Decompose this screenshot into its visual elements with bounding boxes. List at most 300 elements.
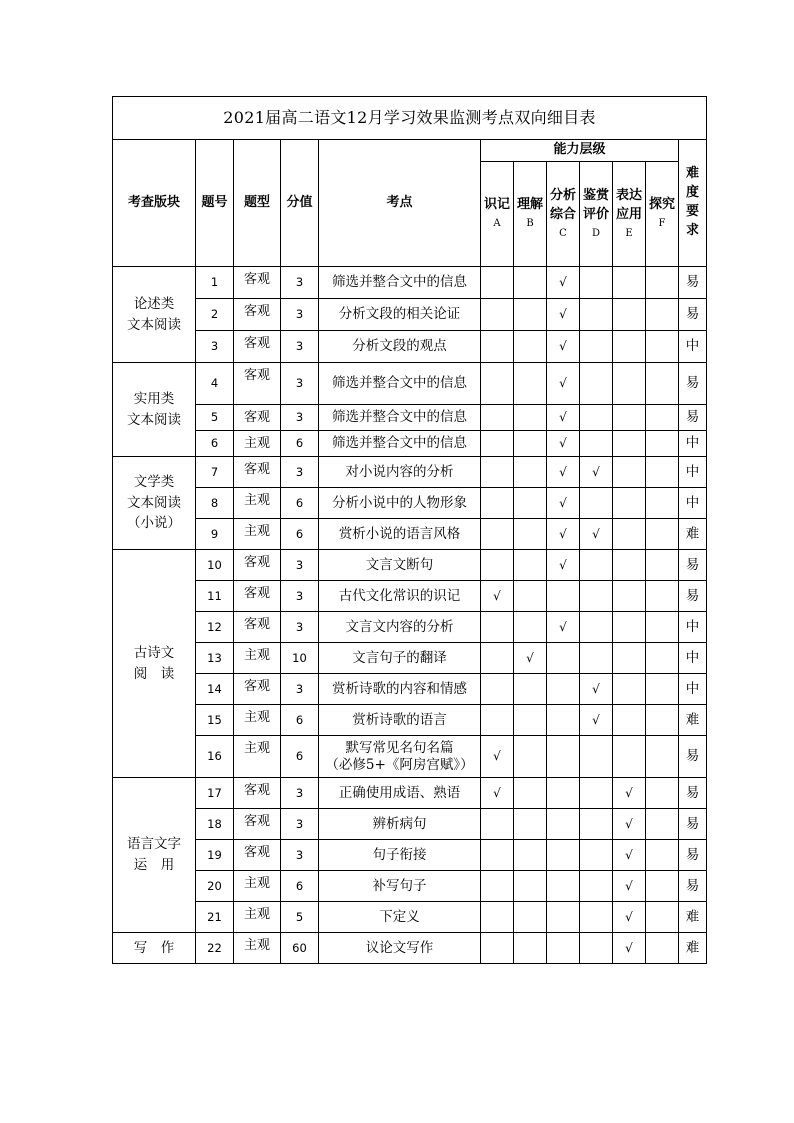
ability-a-cell xyxy=(481,705,514,736)
question-type-cell: 客观 xyxy=(234,457,281,488)
question-number-cell: 15 xyxy=(196,705,234,736)
ability-f-cell xyxy=(646,705,679,736)
ability-b-cell xyxy=(514,674,547,705)
ability-b-cell xyxy=(514,778,547,809)
score-cell: 6 xyxy=(281,431,319,457)
table-row xyxy=(113,705,707,736)
question-type-cell: 客观 xyxy=(234,331,281,363)
ability-c-cell xyxy=(547,778,580,809)
ability-b-cell xyxy=(514,299,547,331)
difficulty-cell: 中 xyxy=(679,643,707,674)
question-number-cell: 3 xyxy=(196,331,234,363)
ability-a-cell xyxy=(481,299,514,331)
score-cell: 6 xyxy=(281,519,319,550)
header-question-number: 题号 xyxy=(196,140,234,267)
ability-f-cell xyxy=(646,581,679,612)
ability-f-cell xyxy=(646,331,679,363)
header-level-c xyxy=(547,162,580,267)
ability-f-cell xyxy=(646,299,679,331)
ability-a-cell xyxy=(481,267,514,299)
test-point-cell: 筛选并整合文中的信息 xyxy=(319,431,481,457)
section-cell: 写 作 xyxy=(113,933,196,964)
question-type-cell: 主观 xyxy=(234,871,281,902)
score-cell: 6 xyxy=(281,705,319,736)
table-row xyxy=(113,267,707,299)
ability-d-cell xyxy=(580,488,613,519)
question-number-cell: 17 xyxy=(196,778,234,809)
difficulty-cell: 难 xyxy=(679,705,707,736)
question-type-cell: 客观 xyxy=(234,840,281,871)
ability-e-cell xyxy=(613,488,646,519)
section-cell: 论述类 文本阅读 xyxy=(113,267,196,363)
ability-a-cell: √ xyxy=(481,736,514,778)
difficulty-cell: 中 xyxy=(679,431,707,457)
header-level-e xyxy=(613,162,646,267)
ability-f-cell xyxy=(646,519,679,550)
ability-c-cell: √ xyxy=(547,457,580,488)
table-row xyxy=(113,299,707,331)
ability-b-cell: √ xyxy=(514,643,547,674)
ability-e-cell: √ xyxy=(613,840,646,871)
question-number-cell: 12 xyxy=(196,612,234,643)
ability-a-cell xyxy=(481,405,514,431)
ability-c-cell: √ xyxy=(547,519,580,550)
question-number-cell: 5 xyxy=(196,405,234,431)
header-level-a xyxy=(481,162,514,267)
ability-e-cell xyxy=(613,405,646,431)
ability-e-cell xyxy=(613,363,646,405)
table-row xyxy=(113,550,707,581)
header-ability-level: 能力层级 xyxy=(481,140,679,162)
section-cell: 古诗文 阅 读 xyxy=(113,550,196,778)
header-level-f xyxy=(646,162,679,267)
ability-a-cell xyxy=(481,643,514,674)
ability-b-cell xyxy=(514,902,547,933)
ability-d-cell xyxy=(580,612,613,643)
test-point-cell: 文言文断句 xyxy=(319,550,481,581)
score-cell: 3 xyxy=(281,457,319,488)
ability-c-cell xyxy=(547,840,580,871)
question-number-cell: 11 xyxy=(196,581,234,612)
table-row xyxy=(113,674,707,705)
ability-e-cell: √ xyxy=(613,809,646,840)
table-row xyxy=(113,612,707,643)
ability-e-cell xyxy=(613,457,646,488)
question-number-cell: 8 xyxy=(196,488,234,519)
header-row-1 xyxy=(113,140,707,162)
ability-a-cell xyxy=(481,840,514,871)
ability-a-cell xyxy=(481,457,514,488)
ability-e-cell: √ xyxy=(613,871,646,902)
ability-a-cell xyxy=(481,488,514,519)
score-cell: 6 xyxy=(281,488,319,519)
score-cell: 3 xyxy=(281,809,319,840)
difficulty-cell: 易 xyxy=(679,809,707,840)
table-title: 2021届高二语文12月学习效果监测考点双向细目表 xyxy=(113,97,707,140)
ability-b-cell xyxy=(514,871,547,902)
test-point-cell: 文言文内容的分析 xyxy=(319,612,481,643)
question-type-cell: 主观 xyxy=(234,643,281,674)
section-cell: 文学类 文本阅读 （小说） xyxy=(113,457,196,550)
test-point-cell: 议论文写作 xyxy=(319,933,481,964)
ability-f-cell xyxy=(646,674,679,705)
test-point-cell: 正确使用成语、熟语 xyxy=(319,778,481,809)
ability-c-cell xyxy=(547,643,580,674)
difficulty-cell: 中 xyxy=(679,457,707,488)
ability-e-cell xyxy=(613,331,646,363)
ability-b-cell xyxy=(514,612,547,643)
question-type-cell: 主观 xyxy=(234,736,281,778)
score-cell: 10 xyxy=(281,643,319,674)
question-type-cell: 主观 xyxy=(234,488,281,519)
ability-b-cell xyxy=(514,809,547,840)
ability-c-cell: √ xyxy=(547,431,580,457)
test-point-cell: 下定义 xyxy=(319,902,481,933)
question-type-cell: 主观 xyxy=(234,902,281,933)
question-number-cell: 7 xyxy=(196,457,234,488)
ability-a-cell xyxy=(481,550,514,581)
score-cell: 3 xyxy=(281,581,319,612)
ability-c-cell: √ xyxy=(547,612,580,643)
question-number-cell: 6 xyxy=(196,431,234,457)
score-cell: 3 xyxy=(281,674,319,705)
question-number-cell: 2 xyxy=(196,299,234,331)
question-type-cell: 客观 xyxy=(234,267,281,299)
score-cell: 5 xyxy=(281,902,319,933)
test-point-cell: 赏析诗歌的语言 xyxy=(319,705,481,736)
difficulty-cell: 中 xyxy=(679,488,707,519)
ability-f-cell xyxy=(646,431,679,457)
ability-e-cell xyxy=(613,581,646,612)
ability-d-cell xyxy=(580,840,613,871)
ability-f-cell xyxy=(646,363,679,405)
question-type-cell: 客观 xyxy=(234,612,281,643)
ability-e-cell xyxy=(613,705,646,736)
level-f-name: 探究 xyxy=(648,197,675,213)
ability-a-cell xyxy=(481,363,514,405)
ability-c-cell: √ xyxy=(547,331,580,363)
table-row xyxy=(113,488,707,519)
table-row xyxy=(113,840,707,871)
ability-f-cell xyxy=(646,840,679,871)
test-point-cell: 默写常见名句名篇 （必修5+《阿房宫赋》） xyxy=(319,736,481,778)
table-row xyxy=(113,871,707,902)
ability-b-cell xyxy=(514,457,547,488)
ability-d-cell xyxy=(580,871,613,902)
difficulty-cell: 中 xyxy=(679,331,707,363)
header-test-point: 考点 xyxy=(319,140,481,267)
question-type-cell: 主观 xyxy=(234,519,281,550)
level-e-name: 表达应用 xyxy=(615,187,642,222)
ability-a-cell xyxy=(481,933,514,964)
score-cell: 3 xyxy=(281,363,319,405)
ability-d-cell xyxy=(580,581,613,612)
test-point-cell: 分析文段的相关论证 xyxy=(319,299,481,331)
ability-a-cell xyxy=(481,902,514,933)
ability-c-cell xyxy=(547,736,580,778)
header-question-type: 题型 xyxy=(234,140,281,267)
ability-d-cell: √ xyxy=(580,705,613,736)
question-type-cell: 客观 xyxy=(234,405,281,431)
ability-d-cell xyxy=(580,405,613,431)
level-f-code: F xyxy=(658,218,666,230)
test-point-cell: 赏析诗歌的内容和情感 xyxy=(319,674,481,705)
test-point-cell: 筛选并整合文中的信息 xyxy=(319,267,481,299)
ability-e-cell xyxy=(613,643,646,674)
level-c-code: C xyxy=(559,227,567,239)
table-row xyxy=(113,431,707,457)
ability-f-cell xyxy=(646,267,679,299)
title-row xyxy=(113,97,707,140)
ability-c-cell xyxy=(547,871,580,902)
test-point-cell: 句子衔接 xyxy=(319,840,481,871)
ability-d-cell xyxy=(580,363,613,405)
table-row xyxy=(113,933,707,964)
question-number-cell: 10 xyxy=(196,550,234,581)
header-score: 分值 xyxy=(281,140,319,267)
ability-a-cell xyxy=(481,871,514,902)
level-a-name: 识记 xyxy=(483,197,510,213)
ability-f-cell xyxy=(646,809,679,840)
ability-d-cell xyxy=(580,550,613,581)
ability-f-cell xyxy=(646,643,679,674)
ability-d-cell xyxy=(580,267,613,299)
ability-f-cell xyxy=(646,457,679,488)
question-number-cell: 9 xyxy=(196,519,234,550)
ability-f-cell xyxy=(646,902,679,933)
difficulty-cell: 易 xyxy=(679,871,707,902)
ability-f-cell xyxy=(646,550,679,581)
header-level-b xyxy=(514,162,547,267)
test-point-cell: 赏析小说的语言风格 xyxy=(319,519,481,550)
ability-b-cell xyxy=(514,267,547,299)
level-c-name: 分析综合 xyxy=(549,187,576,222)
question-number-cell: 13 xyxy=(196,643,234,674)
ability-d-cell xyxy=(580,809,613,840)
score-cell: 3 xyxy=(281,550,319,581)
level-d-code: D xyxy=(591,227,601,239)
ability-e-cell xyxy=(613,299,646,331)
table-row xyxy=(113,643,707,674)
test-point-cell: 辨析病句 xyxy=(319,809,481,840)
score-cell: 3 xyxy=(281,331,319,363)
ability-c-cell xyxy=(547,581,580,612)
ability-b-cell xyxy=(514,840,547,871)
difficulty-cell: 易 xyxy=(679,736,707,778)
test-point-cell: 筛选并整合文中的信息 xyxy=(319,363,481,405)
difficulty-cell: 难 xyxy=(679,933,707,964)
header-section: 考查版块 xyxy=(113,140,196,267)
question-number-cell: 18 xyxy=(196,809,234,840)
question-type-cell: 客观 xyxy=(234,363,281,405)
ability-a-cell xyxy=(481,674,514,705)
test-point-cell: 古代文化常识的识记 xyxy=(319,581,481,612)
test-point-cell: 分析小说中的人物形象 xyxy=(319,488,481,519)
ability-b-cell xyxy=(514,331,547,363)
difficulty-cell: 易 xyxy=(679,840,707,871)
ability-d-cell xyxy=(580,778,613,809)
question-type-cell: 主观 xyxy=(234,431,281,457)
level-d-name: 鉴赏评价 xyxy=(582,187,609,222)
ability-f-cell xyxy=(646,871,679,902)
question-number-cell: 16 xyxy=(196,736,234,778)
difficulty-cell: 易 xyxy=(679,778,707,809)
difficulty-cell: 易 xyxy=(679,581,707,612)
ability-d-cell: √ xyxy=(580,519,613,550)
ability-c-cell: √ xyxy=(547,488,580,519)
ability-f-cell xyxy=(646,933,679,964)
ability-f-cell xyxy=(646,405,679,431)
question-type-cell: 主观 xyxy=(234,933,281,964)
ability-d-cell: √ xyxy=(580,674,613,705)
difficulty-cell: 中 xyxy=(679,674,707,705)
test-point-cell: 筛选并整合文中的信息 xyxy=(319,405,481,431)
ability-e-cell xyxy=(613,674,646,705)
table-row xyxy=(113,331,707,363)
table-row xyxy=(113,363,707,405)
ability-a-cell xyxy=(481,809,514,840)
ability-c-cell xyxy=(547,809,580,840)
ability-b-cell xyxy=(514,405,547,431)
ability-e-cell xyxy=(613,519,646,550)
ability-d-cell xyxy=(580,643,613,674)
difficulty-cell: 中 xyxy=(679,612,707,643)
difficulty-cell: 易 xyxy=(679,405,707,431)
ability-b-cell xyxy=(514,550,547,581)
ability-a-cell: √ xyxy=(481,778,514,809)
ability-c-cell: √ xyxy=(547,267,580,299)
header-level-d xyxy=(580,162,613,267)
ability-e-cell: √ xyxy=(613,933,646,964)
section-cell: 语言文字 运 用 xyxy=(113,778,196,933)
ability-c-cell: √ xyxy=(547,363,580,405)
ability-f-cell xyxy=(646,612,679,643)
score-cell: 60 xyxy=(281,933,319,964)
ability-d-cell: √ xyxy=(580,457,613,488)
score-cell: 3 xyxy=(281,299,319,331)
ability-b-cell xyxy=(514,363,547,405)
score-cell: 3 xyxy=(281,778,319,809)
ability-e-cell: √ xyxy=(613,778,646,809)
question-number-cell: 21 xyxy=(196,902,234,933)
header-difficulty: 难度要求 xyxy=(679,140,707,267)
ability-c-cell: √ xyxy=(547,299,580,331)
score-cell: 3 xyxy=(281,612,319,643)
table-row xyxy=(113,902,707,933)
difficulty-cell: 难 xyxy=(679,519,707,550)
table-row xyxy=(113,457,707,488)
question-number-cell: 20 xyxy=(196,871,234,902)
ability-c-cell xyxy=(547,933,580,964)
question-type-cell: 客观 xyxy=(234,674,281,705)
difficulty-cell: 易 xyxy=(679,267,707,299)
ability-c-cell xyxy=(547,674,580,705)
section-cell: 实用类 文本阅读 xyxy=(113,363,196,457)
question-type-cell: 主观 xyxy=(234,705,281,736)
test-point-cell: 文言句子的翻译 xyxy=(319,643,481,674)
ability-b-cell xyxy=(514,581,547,612)
ability-a-cell xyxy=(481,431,514,457)
question-type-cell: 客观 xyxy=(234,809,281,840)
question-number-cell: 22 xyxy=(196,933,234,964)
difficulty-cell: 易 xyxy=(679,299,707,331)
score-cell: 6 xyxy=(281,736,319,778)
question-type-cell: 客观 xyxy=(234,550,281,581)
ability-d-cell xyxy=(580,933,613,964)
level-b-code: B xyxy=(526,218,534,230)
score-cell: 3 xyxy=(281,267,319,299)
ability-c-cell: √ xyxy=(547,550,580,581)
question-number-cell: 4 xyxy=(196,363,234,405)
ability-a-cell xyxy=(481,519,514,550)
score-cell: 6 xyxy=(281,871,319,902)
ability-b-cell xyxy=(514,705,547,736)
test-point-cell: 补写句子 xyxy=(319,871,481,902)
difficulty-cell: 难 xyxy=(679,902,707,933)
table-row xyxy=(113,809,707,840)
question-number-cell: 14 xyxy=(196,674,234,705)
ability-d-cell xyxy=(580,431,613,457)
detail-table-sheet xyxy=(112,96,706,964)
test-point-cell: 对小说内容的分析 xyxy=(319,457,481,488)
ability-e-cell xyxy=(613,431,646,457)
ability-f-cell xyxy=(646,778,679,809)
table-row xyxy=(113,736,707,778)
ability-b-cell xyxy=(514,488,547,519)
ability-d-cell xyxy=(580,902,613,933)
ability-c-cell xyxy=(547,705,580,736)
ability-b-cell xyxy=(514,431,547,457)
ability-b-cell xyxy=(514,736,547,778)
table-row xyxy=(113,778,707,809)
table-row xyxy=(113,581,707,612)
ability-c-cell xyxy=(547,902,580,933)
ability-e-cell xyxy=(613,736,646,778)
table-row xyxy=(113,519,707,550)
ability-b-cell xyxy=(514,519,547,550)
ability-a-cell xyxy=(481,331,514,363)
question-number-cell: 19 xyxy=(196,840,234,871)
ability-e-cell: √ xyxy=(613,902,646,933)
two-way-specification-table xyxy=(112,96,707,964)
question-type-cell: 客观 xyxy=(234,581,281,612)
ability-e-cell xyxy=(613,267,646,299)
ability-e-cell xyxy=(613,612,646,643)
level-b-name: 理解 xyxy=(516,197,543,213)
difficulty-cell: 易 xyxy=(679,363,707,405)
ability-f-cell xyxy=(646,736,679,778)
ability-a-cell: √ xyxy=(481,581,514,612)
ability-d-cell xyxy=(580,299,613,331)
ability-b-cell xyxy=(514,933,547,964)
score-cell: 3 xyxy=(281,840,319,871)
question-number-cell: 1 xyxy=(196,267,234,299)
table-row xyxy=(113,405,707,431)
ability-f-cell xyxy=(646,488,679,519)
ability-c-cell: √ xyxy=(547,405,580,431)
test-point-cell: 分析文段的观点 xyxy=(319,331,481,363)
score-cell: 3 xyxy=(281,405,319,431)
ability-d-cell xyxy=(580,736,613,778)
ability-d-cell xyxy=(580,331,613,363)
ability-a-cell xyxy=(481,612,514,643)
level-a-code: A xyxy=(493,218,501,230)
level-e-code: E xyxy=(625,227,633,239)
question-type-cell: 客观 xyxy=(234,778,281,809)
ability-e-cell xyxy=(613,550,646,581)
difficulty-cell: 易 xyxy=(679,550,707,581)
question-type-cell: 客观 xyxy=(234,299,281,331)
